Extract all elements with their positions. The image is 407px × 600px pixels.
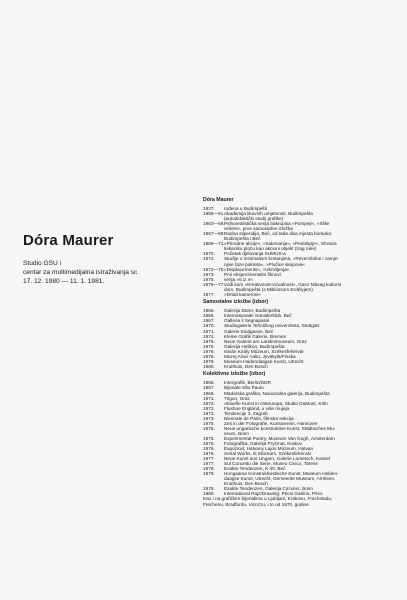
entry-text: serija »5 iz 4« <box>224 276 253 282</box>
entry-year: 1972. <box>203 400 215 406</box>
entry-text: István Király Múzeum, Székesfehérvár <box>224 348 304 354</box>
solo-exhibitions-list <box>203 308 403 369</box>
footnote-line: Frechenu, Bradfordu, Vicnzzu, i to od 1970. godine. <box>203 501 311 507</box>
entry-text: »Displacements«, »Ukrivljenja« <box>224 266 290 272</box>
entry-text: Galleria il Segnapassi <box>224 318 270 324</box>
entry-text: Experimental Poetry, Museum Van Gogh, Amsterdam <box>224 435 335 441</box>
entry-text: Museum Hadendaagse Kunst, Utrecht <box>224 358 304 364</box>
entry-text: Madarska grafika, Nacionalna galerija, Budimpešta <box>224 390 330 396</box>
entry-year: 1977. <box>203 456 215 462</box>
entry-text: Muzej Alvar Aalto, Jyväkylä/Finska <box>224 353 296 359</box>
group-exhibitions-list <box>203 380 403 496</box>
entry-text: Neue Kunst aus Ungarn, Galerie Lometsch, Kassel <box>224 456 331 462</box>
artist-name: Dóra Maurer <box>23 232 114 249</box>
entry-year: 1971. <box>203 395 215 401</box>
entry-year: 1967. <box>203 318 215 324</box>
exhibition-venue <box>23 260 137 287</box>
entry-text-continued: seum, Bonn <box>224 430 250 436</box>
entry-year: 1975. <box>203 420 215 426</box>
entry-text: Intergrafik, Berlin/DDR <box>224 380 271 386</box>
entry-text: Radna stipendija, Beč, od tada diva mjesta boravka: <box>224 231 333 237</box>
entry-text: Neue ungarische konstruktive Kunst, Städtisches Mu- <box>224 425 336 431</box>
entry-text: Flushoe England, u više mujeja <box>224 405 290 411</box>
entry-year: 1980. <box>203 491 215 497</box>
entry-text: Prvi eksperimentalni filmovi <box>224 271 281 277</box>
entry-year: 1955—61. <box>203 211 225 217</box>
entry-year: 1966. <box>203 308 215 314</box>
entry-text: Vodi kurs »Kreativnost-vizualnost«, Ganz Mávag kulturni <box>224 281 342 287</box>
entry-year: 1972. <box>203 405 215 411</box>
list-item <box>203 282 403 287</box>
entry-year: 1973. <box>203 415 215 421</box>
entry-year: 1973. <box>203 410 215 416</box>
entry-year: 1972. <box>203 256 215 262</box>
solo-exhibitions-heading: Samostalne izložbe (izbor) <box>203 299 269 306</box>
entry-year: 1978. <box>203 466 215 472</box>
group-exhibitions-heading: Kolektivne izložbe (izbor) <box>203 371 266 378</box>
entry-year: 1966. <box>203 313 215 319</box>
entry-year: 1973. <box>203 271 215 277</box>
entry-year: 1967—68. <box>203 231 225 237</box>
artist-chronology <box>203 197 403 507</box>
footnote <box>203 496 403 506</box>
entry-text-continued: Kruithuis, Den Bosch <box>224 481 268 487</box>
entry-text: Studije o minimalnim kretanjima, »Reverzibilne i zamje- <box>224 256 339 262</box>
entry-year: 1963—66. <box>203 221 225 227</box>
entry-text: Aktuelle Kunst in Osteuropa, Studio DuMont, Köln <box>224 400 328 406</box>
entry-year: 1979. <box>203 358 215 364</box>
list-item <box>203 292 403 297</box>
entry-year: 1979. <box>203 471 215 477</box>
list-item <box>203 364 403 369</box>
biography-list <box>203 206 403 297</box>
entry-year: 1970. <box>203 323 215 329</box>
entry-text: rođena u Budimpešti <box>224 206 267 211</box>
entry-text: Početak djelovanja SUMUS-a <box>224 251 286 257</box>
entry-text: Akademija likovnih umjetnosti, Budimpešta <box>224 211 313 217</box>
entry-year: 1976. <box>203 348 215 354</box>
entry-text: Tendencije 3, Zagreb <box>224 410 268 416</box>
entry-year: 1975. <box>203 425 215 431</box>
entry-text: Kleine Grafik Galerie, Bremen <box>224 333 287 339</box>
entry-year: 1967. <box>203 385 215 391</box>
entry-text: Bijenale São Paulo <box>224 385 264 391</box>
entry-text-continued: daagse Kunst, Utrecht, Gemeente Museum, Arnheim, <box>224 476 336 482</box>
entry-text: Studiogalerie Tehničkog univerziteta, Stuttgart <box>224 323 320 329</box>
entry-year: 1974. <box>203 333 215 339</box>
entry-text-continued: njive faze pokreta«, »Pločice skupova« <box>224 261 306 267</box>
entry-text: Internationaler Künstlerklub, Beč <box>224 313 292 319</box>
entry-text: Trigon, Graz <box>224 395 250 401</box>
entry-text: Expozicid, Hatvany Lajos Múzeum, Hatvan <box>224 446 314 452</box>
entry-text: Kruithuis, Den Bosch <box>224 363 268 369</box>
entry-year: 1969—71. <box>203 241 225 247</box>
entry-year: 1980. <box>203 363 215 369</box>
entry-year: 1975. <box>203 338 215 344</box>
entry-year: 1977. <box>203 291 215 297</box>
entry-text: Zeit in der Fotografie, Kunstverein, Hannover <box>224 420 318 426</box>
entry-year: 1975—77. <box>203 281 225 287</box>
entry-year: 1976. <box>203 343 215 349</box>
entry-year: 1976. <box>203 440 215 446</box>
entry-text: Psihorealistička serija bakropisa »Pompeji«, »Slike <box>224 221 330 227</box>
entry-year: 1976. <box>203 451 215 457</box>
entry-text-continued: tiskarsku ploču kao akcioni objekt (trag ruke) <box>224 246 317 252</box>
entry-year: 1965. <box>203 380 215 386</box>
entry-text: Galerija Helikon, Budimpešta <box>224 343 285 349</box>
entry-year: 1975. <box>203 435 215 441</box>
entry-text: Biennale de Paris, filmska sekcija <box>224 415 294 421</box>
footnote-line: Kao i na grafičkim bijenalima u Ljubljani, Krakovu, Frechstadu, <box>203 496 333 502</box>
entry-text-continued: (autodidaktički studij grafike) <box>224 216 284 222</box>
entry-text-continued: vešeni«, prve samostalne izložbe <box>224 226 294 232</box>
entry-text: Serial Works, Ik Múzeum, Székesfehérvár <box>224 451 312 457</box>
entry-text: Exakte Tendenzen, Galerija Circulus, Bonn <box>224 486 314 492</box>
entry-text: »Drtati kameroni« <box>224 291 261 297</box>
entry-text: Fotografika, Galerija Pryzmat, Krakov <box>224 440 302 446</box>
entry-year: 1976. <box>203 446 215 452</box>
venue-line: Studio GSU i <box>23 260 62 267</box>
entry-year: 1975. <box>203 276 215 282</box>
entry-text-continued: Budimpešta i Beč <box>224 236 261 242</box>
entry-text: Hongaarse Konstruktivistische Kunst, Museum Helden- <box>224 471 339 477</box>
entry-year: 1977. <box>203 461 215 467</box>
entry-text: International Rajz/Drawing: Pécsi Galéria, Pécs <box>224 491 323 497</box>
entry-text: Galerija Dürer, Budimpešta <box>224 308 281 314</box>
entry-year: 1979. <box>203 486 215 492</box>
entry-text-continued: dom, Budimpešta (s Miklóssom Erdélyjem) <box>224 286 313 292</box>
entry-year: 1971. <box>203 328 215 334</box>
biography-heading: Dóra Maurer <box>203 197 234 203</box>
entry-year: 1976. <box>203 353 215 359</box>
entry-text: Sul Concetto die Serie, Museo Civico, Tarese <box>224 461 318 467</box>
entry-text: Galerie Studgasse, Beč <box>224 328 274 334</box>
venue-line: centar za multimedijalna istraživanja sc <box>23 268 138 276</box>
venue-dates: 17. 12. 1980 — 11. 1. 1981. <box>23 277 105 285</box>
entry-year: 1972—75. <box>203 266 225 272</box>
entry-year: 1968. <box>203 390 215 396</box>
entry-year: 1937. <box>203 206 215 211</box>
entry-year: 1970. <box>203 251 215 257</box>
entry-text: »Prirodne akcije«, »Sakrivanja«, »Pedotipije«, Shvaća <box>224 241 337 247</box>
entry-text: Neue Galerie am Landesmuseum, Graz <box>224 338 307 344</box>
entry-text: Exakte Tendenzen, K 40, Beč <box>224 466 286 472</box>
list-item <box>203 256 403 261</box>
